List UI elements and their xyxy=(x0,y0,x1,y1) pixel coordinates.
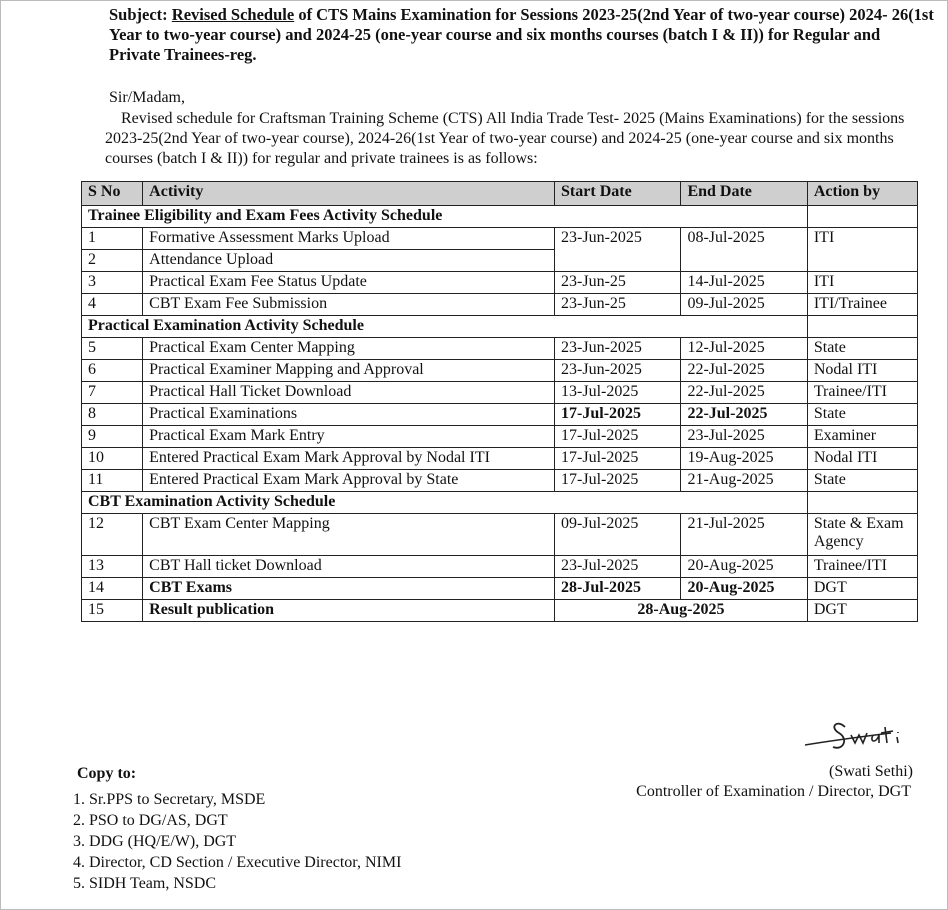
section-title: Practical Examination Activity Schedule xyxy=(82,316,808,338)
row-end-date: 09-Jul-2025 xyxy=(681,294,807,316)
table-row xyxy=(82,556,918,578)
row-action-by: State xyxy=(807,338,917,360)
row-sno: 14 xyxy=(82,578,143,600)
row-action-by: Trainee/ITI xyxy=(807,556,917,578)
row-sno: 9 xyxy=(82,426,143,448)
row-start-date: 17-Jul-2025 xyxy=(555,448,681,470)
row-action-by: State xyxy=(807,470,917,492)
subject-label: Subject: xyxy=(109,5,168,24)
row-sno: 7 xyxy=(82,382,143,404)
subject-underlined: Revised Schedule xyxy=(171,5,295,24)
row-activity: Attendance Upload xyxy=(143,250,555,272)
section-title: CBT Examination Activity Schedule xyxy=(82,492,808,514)
row-start-date: 17-Jul-2025 xyxy=(555,426,681,448)
row-sno: 3 xyxy=(82,272,143,294)
row-sno: 2 xyxy=(82,250,143,272)
row-action-by: Nodal ITI xyxy=(807,448,917,470)
row-activity: Formative Assessment Marks Upload xyxy=(143,228,555,250)
row-start-date: 23-Jun-2025 xyxy=(555,360,681,382)
list-item: 4. Director, CD Section / Executive Director, NIMI xyxy=(73,854,402,871)
header-action-by: Action by xyxy=(807,182,917,206)
row-sno: 5 xyxy=(82,338,143,360)
row-start-date: 09-Jul-2025 xyxy=(555,514,681,556)
header-end-date: End Date xyxy=(681,182,807,206)
intro-paragraph: Revised schedule for Craftsman Training Scheme (CTS) All India Trade Test- 2025 (Mains Examinations) for the sessions 2023-25(2nd Year of two-year course), 2024-26(1st Year of two-year course) and 2024-25 (one-year course and six months courses (batch I & II)) for regular and private trainees is as follows: xyxy=(105,110,905,167)
table-row xyxy=(82,294,918,316)
section-row xyxy=(82,492,918,514)
list-item: 2. PSO to DG/AS, DGT xyxy=(73,812,228,829)
table-row xyxy=(82,448,918,470)
row-action-by: Trainee/ITI xyxy=(807,382,917,404)
row-start-date: 23-Jul-2025 xyxy=(555,556,681,578)
row-end-date: 21-Aug-2025 xyxy=(681,470,807,492)
table-row xyxy=(82,272,918,294)
row-activity: Practical Exam Mark Entry xyxy=(143,426,555,448)
row-end-date: 19-Aug-2025 xyxy=(681,448,807,470)
list-item: 3. DDG (HQ/E/W), DGT xyxy=(73,833,237,850)
row-action-by: ITI xyxy=(807,228,917,272)
list-item: 1. Sr.PPS to Secretary, MSDE xyxy=(73,791,266,808)
row-start-date: 23-Jun-25 xyxy=(555,294,681,316)
row-end-date: 20-Aug-2025 xyxy=(681,556,807,578)
row-activity: Entered Practical Exam Mark Approval by Nodal ITI xyxy=(143,448,555,470)
header-start-date: Start Date xyxy=(555,182,681,206)
row-sno: 1 xyxy=(82,228,143,250)
row-start-date: 23-Jun-2025 xyxy=(555,338,681,360)
row-sno: 15 xyxy=(82,600,143,622)
row-activity: Entered Practical Exam Mark Approval by State xyxy=(143,470,555,492)
row-activity: CBT Exam Center Mapping xyxy=(143,514,555,556)
row-start-date: 17-Jul-2025 xyxy=(555,470,681,492)
row-action-by: State & Exam Agency xyxy=(807,514,917,556)
row-end-date: 22-Jul-2025 xyxy=(681,382,807,404)
row-start-date: 28-Jul-2025 xyxy=(555,578,681,600)
row-action-by: ITI xyxy=(807,272,917,294)
row-activity: Result publication xyxy=(143,600,555,622)
table-row xyxy=(82,514,918,556)
table-row xyxy=(82,338,918,360)
row-activity: CBT Hall ticket Download xyxy=(143,556,555,578)
table-header-row xyxy=(82,182,918,206)
row-action-by: State xyxy=(807,404,917,426)
table-row xyxy=(82,470,918,492)
table-row xyxy=(82,578,918,600)
table-row xyxy=(82,404,918,426)
row-activity: Practical Hall Ticket Download xyxy=(143,382,555,404)
salutation: Sir/Madam, xyxy=(109,89,185,106)
handwritten-signature xyxy=(799,707,909,757)
subject-line xyxy=(109,5,935,65)
row-start-date: 17-Jul-2025 xyxy=(555,404,681,426)
row-end-date: 08-Jul-2025 xyxy=(681,228,807,272)
row-activity: Practical Exam Center Mapping xyxy=(143,338,555,360)
table-row xyxy=(82,228,918,250)
header-activity: Activity xyxy=(143,182,555,206)
row-start-date: 23-Jun-2025 xyxy=(555,228,681,272)
row-end-date: 14-Jul-2025 xyxy=(681,272,807,294)
row-start-date: 23-Jun-25 xyxy=(555,272,681,294)
row-action-by: Nodal ITI xyxy=(807,360,917,382)
copy-to-heading: Copy to: xyxy=(77,765,137,782)
row-sno: 13 xyxy=(82,556,143,578)
row-action-by: ITI/Trainee xyxy=(807,294,917,316)
section-row xyxy=(82,206,918,228)
row-end-date: 22-Jul-2025 xyxy=(681,404,807,426)
row-activity: Practical Examinations xyxy=(143,404,555,426)
row-end-date: 12-Jul-2025 xyxy=(681,338,807,360)
table-row xyxy=(82,360,918,382)
section-title: Trainee Eligibility and Exam Fees Activity Schedule xyxy=(82,206,808,228)
copy-to-list xyxy=(73,789,401,894)
row-sno: 10 xyxy=(82,448,143,470)
row-sno: 11 xyxy=(82,470,143,492)
row-activity: CBT Exam Fee Submission xyxy=(143,294,555,316)
row-end-date: 20-Aug-2025 xyxy=(681,578,807,600)
row-sno: 6 xyxy=(82,360,143,382)
header-sno: S No xyxy=(82,182,143,206)
row-sno: 12 xyxy=(82,514,143,556)
list-item: 5. SIDH Team, NSDC xyxy=(73,875,217,892)
row-activity: CBT Exams xyxy=(143,578,555,600)
row-sno: 4 xyxy=(82,294,143,316)
signatory-name: (Swati Sethi) xyxy=(829,763,913,780)
row-action-by: DGT xyxy=(807,600,917,622)
table-row xyxy=(82,382,918,404)
row-sno: 8 xyxy=(82,404,143,426)
signatory-title: Controller of Examination / Director, DGT xyxy=(636,783,911,800)
row-end-date: 21-Jul-2025 xyxy=(681,514,807,556)
row-activity: Practical Exam Fee Status Update xyxy=(143,272,555,294)
row-action-by: DGT xyxy=(807,578,917,600)
row-end-date: 23-Jul-2025 xyxy=(681,426,807,448)
row-action-by: Examiner xyxy=(807,426,917,448)
schedule-table xyxy=(81,181,918,622)
subject-text: of CTS Mains Examination for Sessions 2023-25(2nd Year of two-year course) 2024- 26(1st Year to two-year course) and 2024-25 (one-year course and six months courses (batch I & II)) for Regular and Private Trainees-reg. xyxy=(109,5,934,64)
table-row xyxy=(82,600,918,622)
section-row xyxy=(82,316,918,338)
row-start-date: 13-Jul-2025 xyxy=(555,382,681,404)
row-activity: Practical Examiner Mapping and Approval xyxy=(143,360,555,382)
row-end-date: 22-Jul-2025 xyxy=(681,360,807,382)
table-row xyxy=(82,426,918,448)
row-date: 28-Aug-2025 xyxy=(555,600,808,622)
